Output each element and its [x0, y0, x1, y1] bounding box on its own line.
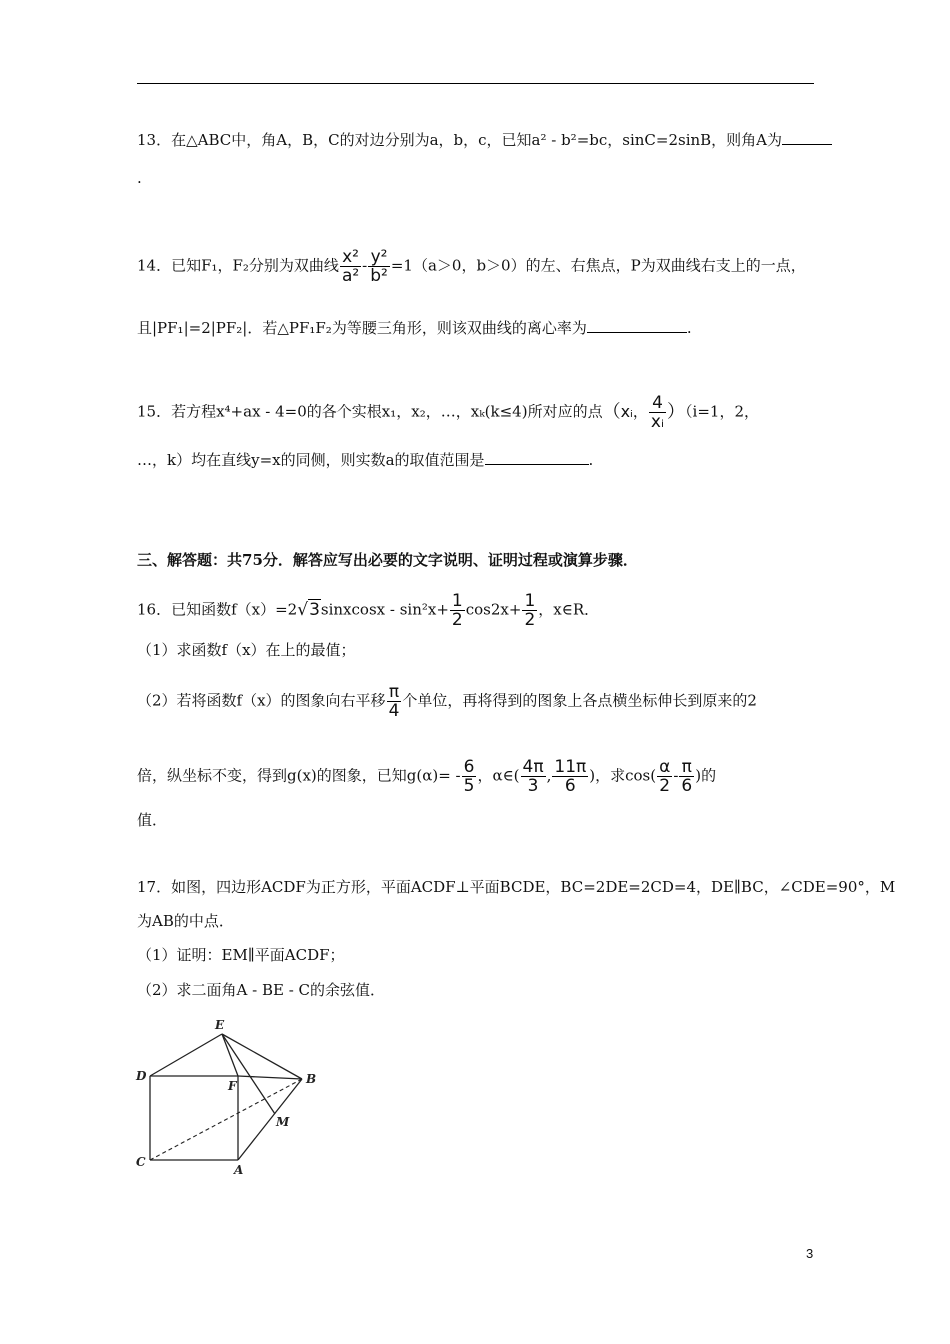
minus-sign: - [673, 766, 679, 785]
q16-p3-mid: ，α∈( [477, 766, 520, 785]
frac-den: 2 [659, 776, 671, 796]
frac-num: y² [368, 248, 390, 267]
edge-placeholder [222, 1034, 302, 1079]
q17-line1: 17．如图，四边形ACDF为正方形，平面ACDF⊥平面BCDE，BC=2DE=2CD=4，DE∥BC，∠CDE=90°，M [137, 878, 896, 896]
q16-line1 [137, 592, 599, 629]
frac-den: 6 [564, 776, 576, 796]
q16-tail: 值． [137, 811, 168, 829]
label-M: M [276, 1115, 290, 1129]
q14-line2-tail: . [686, 319, 692, 337]
label-A: A [234, 1163, 244, 1177]
frac-den: 5 [463, 776, 475, 796]
q15-line2-tail: . [588, 451, 594, 469]
frac-den: 2 [451, 610, 463, 630]
answer-blank [485, 450, 589, 465]
geometry-figure [130, 1018, 330, 1180]
q16-part2-cont [137, 758, 716, 795]
q16-p3-mid2: )，求cos( [589, 766, 657, 785]
frac-num: α [659, 757, 671, 777]
point-x: xᵢ [620, 401, 633, 421]
frac-num: 4 [649, 394, 666, 413]
frac-num: 11π [554, 757, 587, 777]
q13-text: 13．在△ABC中，角A，B，C的对边分别为a，b，c，已知a² - b²=bc，sinC=2sinB，则角A为 [137, 131, 783, 149]
q16-mid: sinxcosx - sin²x+ [320, 600, 449, 619]
q17-line2: 为AB的中点． [137, 912, 234, 930]
label-D: D [136, 1069, 147, 1083]
q15-line2 [137, 450, 593, 470]
q17-part1: （1）证明：EM∥平面ACDF； [137, 946, 345, 964]
label-E: E [215, 1018, 225, 1032]
q14-post: =1（a＞0，b＞0）的左、右焦点，P为双曲线右支上的一点， [390, 256, 806, 275]
frac-num: π [387, 683, 402, 702]
frac-den: 4 [388, 701, 400, 721]
q16-p3-pre: 倍，纵坐标不变，得到g(x)的图象，已知g(α)= - [137, 766, 461, 785]
q16-p2-pre: （2）若将函数f（x）的图象向右平移 [137, 691, 386, 710]
sqrt-radicand: 3 [309, 599, 320, 620]
label-B: B [306, 1072, 317, 1086]
q16-p2-post: 个单位，再将得到的图象上各点横坐标伸长到原来的2 [402, 691, 757, 710]
q16-part2 [137, 683, 757, 720]
minus-sign: - [362, 256, 368, 275]
q16-p3-post: )的 [695, 766, 717, 785]
q16-part1: （1）求函数f（x）在上的最值； [137, 641, 356, 659]
frac-num: π [679, 758, 694, 777]
q13-tail: . [137, 169, 142, 187]
edge-AB [238, 1079, 302, 1160]
q16-mid2: cos2x+ [465, 600, 522, 619]
sqrt-3: √3 [297, 599, 320, 620]
q14-pre: 14．已知F₁，F₂分别为双曲线 [137, 256, 339, 275]
q17-part2: （2）求二面角A - BE - C的余弦值． [137, 981, 386, 999]
fraction-half-2 [522, 592, 537, 629]
frac-den: xᵢ [650, 412, 665, 432]
q13-line [137, 130, 832, 150]
edge-EM [222, 1034, 275, 1114]
q15-post: （i=1，2， [685, 402, 759, 421]
frac-num: 4π [522, 757, 544, 777]
q14-line2 [137, 318, 692, 338]
q15-pre: 15．若方程x⁴+ax - 4=0的各个实根x₁，x₂，…，xₖ(k≤4)所对应的点 [137, 402, 603, 421]
fraction-y2-b2 [368, 248, 390, 285]
fraction-pi-6 [679, 758, 694, 795]
fraction-alpha-2 [657, 758, 672, 795]
fraction-pi-4 [387, 683, 402, 720]
paren-close: ） [667, 401, 686, 423]
frac-den: a² [341, 266, 360, 286]
frac-num: 6 [463, 757, 475, 777]
q16-post: ，x∈R． [538, 600, 600, 619]
header-rule [137, 83, 814, 84]
page-number: 3 [806, 1246, 814, 1261]
answer-blank [587, 318, 687, 333]
answer-blank [782, 130, 832, 145]
comma: , [546, 766, 552, 785]
q15-line2-text: …，k）均在直线y=x的同侧，则实数a的取值范围是 [137, 451, 485, 469]
fraction-4pi-3 [521, 758, 546, 795]
fraction-x2-a2 [340, 248, 361, 285]
comma: ， [632, 402, 648, 421]
edge-FB [238, 1076, 302, 1079]
paren-open: （ [602, 401, 621, 423]
frac-den: 3 [527, 776, 539, 796]
fraction-6-5 [462, 758, 477, 795]
frac-num: x² [340, 248, 361, 267]
q16-pre: 16．已知函数f（x）=2 [137, 600, 298, 619]
frac-den: 6 [681, 776, 693, 796]
q14-line1 [137, 248, 806, 285]
q15-line1 [137, 394, 759, 431]
fraction-half [450, 592, 465, 629]
frac-den: 2 [524, 610, 536, 630]
edge-DE [150, 1034, 222, 1076]
section-heading: 三、解答题：共75分．解答应写出必要的文字说明、证明过程或演算步骤． [137, 551, 638, 569]
q14-line2-text: 且|PF₁|=2|PF₂|．若△PF₁F₂为等腰三角形，则该双曲线的离心率为 [137, 319, 587, 337]
fraction-4-xi [649, 394, 666, 431]
frac-num: 1 [524, 591, 536, 611]
frac-den: b² [370, 266, 388, 286]
fraction-11pi-6 [552, 758, 588, 795]
label-F: F [228, 1079, 237, 1093]
frac-num: 1 [451, 591, 463, 611]
label-C: C [136, 1155, 146, 1169]
